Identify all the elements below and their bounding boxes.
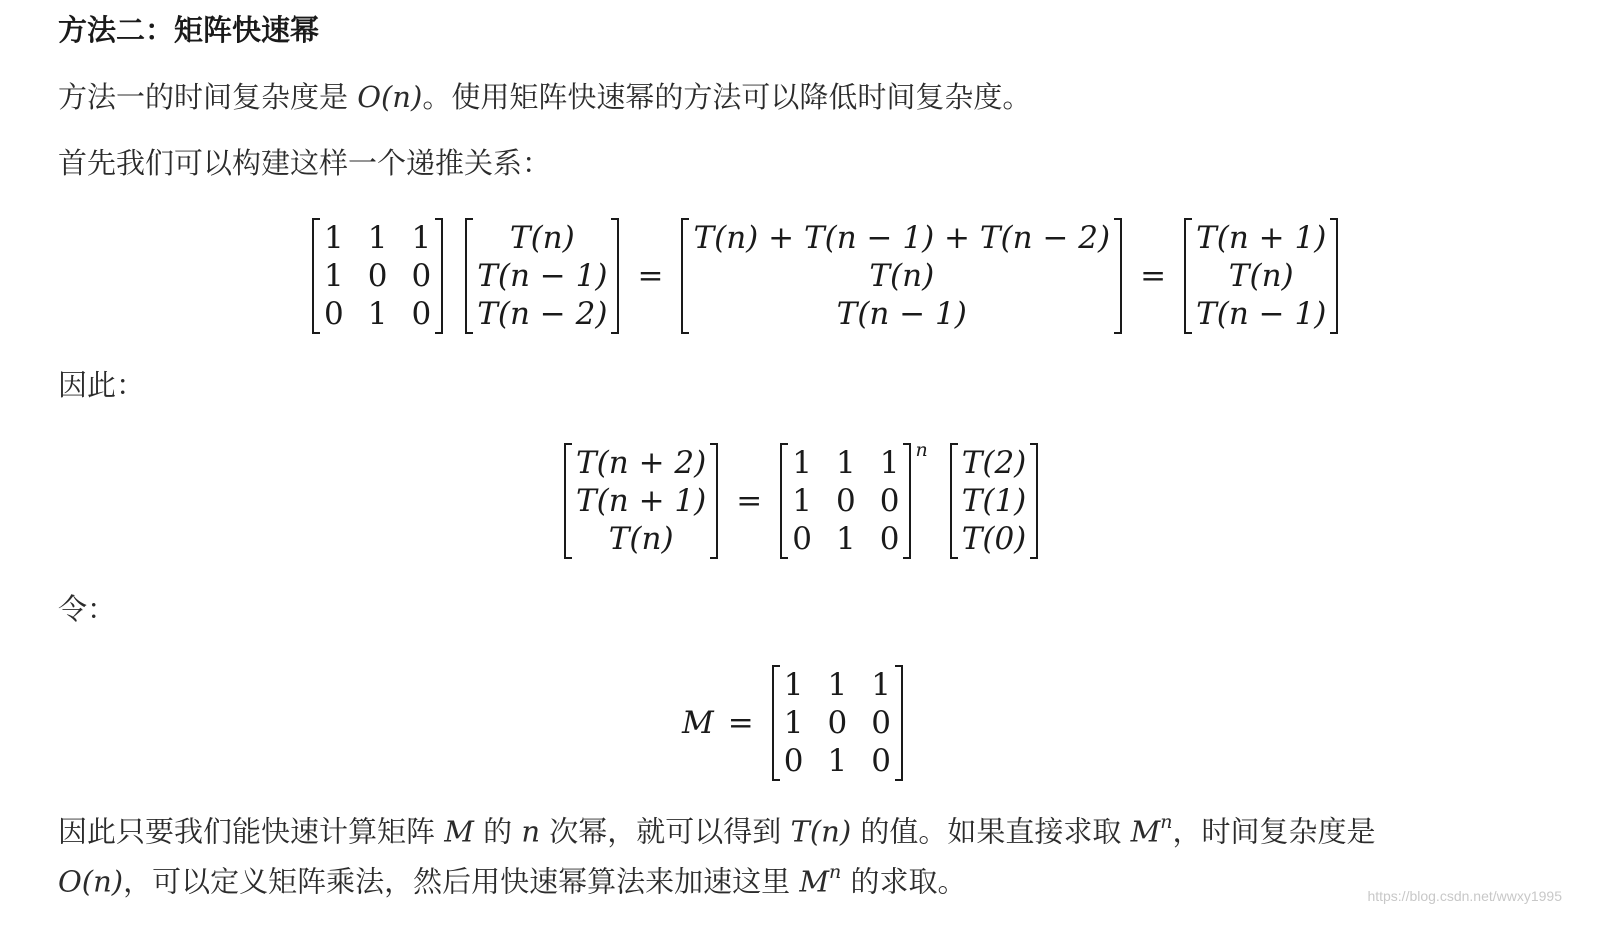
matrix-cell: T(n − 1)	[836, 296, 967, 332]
transition-matrix	[780, 445, 911, 557]
matrix-cell: T(n − 1)	[477, 258, 608, 294]
matrix-cell: T(n − 2)	[477, 296, 608, 332]
equals-sign: =	[1140, 258, 1167, 294]
matrix-cell: 1	[835, 521, 856, 557]
matrix-m	[772, 667, 903, 779]
initial-vector	[950, 445, 1039, 557]
recurrence-equation	[312, 220, 1338, 332]
matrix-cell: T(n + 1)	[576, 483, 707, 519]
matrix-cell: 0	[827, 705, 848, 741]
matrix-cell: T(n)	[509, 220, 575, 256]
therefore-label: 因此：	[58, 368, 146, 402]
matrix-cell: 0	[879, 521, 900, 557]
matrix-cell: T(0)	[961, 521, 1027, 557]
matrix-cell: 0	[835, 483, 856, 519]
intro-text-a: 方法一的时间复杂度是	[58, 80, 358, 114]
matrix-cell: 1	[792, 483, 812, 519]
watermark: https://blog.csdn.net/wwxy1995	[1367, 888, 1562, 904]
matrix-cell: 0	[871, 705, 891, 741]
matrix-cell: 1	[792, 445, 812, 481]
conclusion-text: 的值。如果直接求取	[851, 814, 1131, 849]
matrix-cell: 1	[367, 220, 388, 256]
matrix-cell: 0	[871, 743, 891, 779]
math-m: M	[1130, 814, 1161, 849]
equals-sign: =	[637, 258, 664, 294]
matrix-cell: T(n − 1)	[1196, 296, 1327, 332]
intro-text-b: 。使用矩阵快速幂的方法可以降低时间复杂度。	[422, 80, 1032, 114]
matrix-cell: 1	[827, 743, 848, 779]
intro-paragraph	[58, 80, 1031, 115]
matrix-cell: T(2)	[961, 445, 1027, 481]
matrix-cell: 1	[324, 220, 344, 256]
intro-math-complexity: O(n)	[357, 80, 423, 114]
math-tn: T(n)	[790, 814, 852, 849]
transition-matrix	[312, 220, 443, 332]
recurrence-intro: 首先我们可以构建这样一个递推关系：	[58, 146, 552, 180]
matrix-cell: T(n + 2)	[576, 445, 707, 481]
matrix-cell: T(n)	[869, 258, 935, 294]
matrix-cell: 1	[367, 296, 388, 332]
let-label: 令：	[58, 592, 117, 626]
power-exponent: n	[915, 439, 928, 461]
conclusion-text: ，可以定义矩阵乘法，然后用快速幂算法来加速这里	[123, 864, 800, 899]
matrix-cell: 1	[324, 258, 344, 294]
matrix-cell: 0	[792, 521, 812, 557]
conclusion-text: 次幂，就可以得到	[540, 814, 791, 849]
matrix-name: M	[682, 705, 714, 741]
matrix-cell: 1	[827, 667, 848, 703]
matrix-cell: 1	[879, 445, 900, 481]
matrix-cell: 0	[879, 483, 900, 519]
sum-vector	[681, 220, 1122, 332]
matrix-cell: 1	[835, 445, 856, 481]
matrix-cell: 1	[783, 705, 804, 741]
next-state-vector	[1184, 220, 1338, 332]
matrix-cell: 0	[324, 296, 344, 332]
conclusion-text: 因此只要我们能快速计算矩阵	[58, 814, 445, 849]
state-vector	[465, 220, 619, 332]
matrix-cell: 0	[411, 296, 432, 332]
conclusion-text: 的	[473, 814, 522, 849]
conclusion-line-2	[58, 861, 967, 899]
math-exponent-n: n	[829, 861, 842, 883]
matrix-cell: 0	[783, 743, 804, 779]
math-complexity: O(n)	[58, 864, 124, 899]
matrix-cell: T(n)	[1228, 258, 1294, 294]
matrix-cell: 1	[411, 220, 432, 256]
conclusion-line-1	[58, 811, 1376, 849]
math-exponent-n: n	[1160, 811, 1173, 833]
matrix-cell: T(n) + T(n − 1) + T(n − 2)	[693, 220, 1111, 256]
matrix-cell: 1	[871, 667, 891, 703]
equals-sign: =	[736, 483, 763, 519]
matrix-cell: T(1)	[961, 483, 1027, 519]
conclusion-text: ，时间复杂度是	[1172, 814, 1376, 849]
math-n: n	[521, 814, 541, 849]
matrix-cell: T(n)	[608, 521, 674, 557]
conclusion-text: 的求取。	[841, 864, 967, 899]
equals-sign: =	[727, 705, 754, 741]
lhs-vector	[564, 445, 718, 557]
matrix-cell: T(n + 1)	[1196, 220, 1327, 256]
matrix-definition	[682, 667, 903, 779]
matrix-cell: 0	[367, 258, 388, 294]
section-heading: 方法二：矩阵快速幂	[58, 13, 320, 47]
matrix-cell: 1	[783, 667, 804, 703]
matrix-cell: 0	[411, 258, 432, 294]
power-equation	[564, 439, 1038, 557]
math-m: M	[799, 864, 830, 899]
math-m: M	[444, 814, 474, 849]
